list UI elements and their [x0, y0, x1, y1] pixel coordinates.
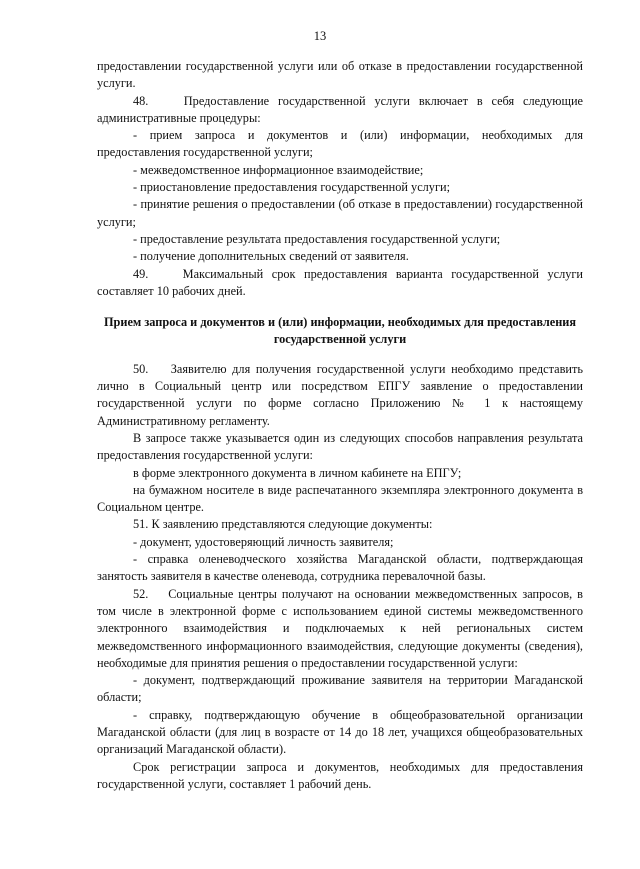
list-item: - межведомственное информационное взаимодействие;	[133, 162, 424, 177]
paragraph-51: 51. К заявлению представляются следующие документы:	[133, 517, 433, 532]
list-item: - справку, подтверждающую обучение в общеобразовательной организации Магаданской области (для лиц в возрасте от 14 до 18 лет, учащихся общеобразовательных организаций Магаданской области).	[97, 707, 583, 757]
document-body	[97, 58, 583, 793]
paragraph: Срок регистрации запроса и документов, необходимых для предоставления государственной услуги, составляет 1 рабочий день.	[97, 759, 583, 791]
list-item: - документ, удостоверяющий личность заявителя;	[133, 534, 394, 549]
section-heading: Прием запроса и документов и (или) информации, необходимых для предоставления государственной услуги	[103, 315, 577, 347]
paragraph-continuation: предоставлении государственной услуги или об отказе в предоставлении государственной услуги.	[97, 59, 583, 91]
paragraph-50: 50. Заявителю для получения государственной услуги необходимо представить лично в Социальный центр или посредством ЕПГУ заявление о предоставлении государственной услуги по форме согласно Приложению № 1 к настоящему Административному регламенту.	[97, 361, 583, 428]
list-item: - прием запроса и документов и (или) информации, необходимых для предоставления государственной услуги;	[97, 128, 583, 160]
list-item: - приостановление предоставления государственной услуги;	[133, 180, 450, 195]
list-item: - документ, подтверждающий проживание заявителя на территории Магаданской области;	[97, 673, 583, 705]
list-item: - принятие решения о предоставлении (об отказе в предоставлении) государственной услуги;	[97, 197, 583, 229]
paragraph: В запросе также указывается один из следующих способов направления результата предоставления государственной услуги:	[97, 430, 583, 463]
paragraph: в форме электронного документа в личном кабинете на ЕПГУ;	[133, 465, 462, 480]
list-item: - справка оленеводческого хозяйства Магаданской области, подтверждающая занятость заявителя в качестве оленевода, сотрудника перевалочной базы.	[97, 552, 583, 584]
paragraph-52: 52. Социальные центры получают на основании межведомственных запросов, в том числе в электронной форме с использованием единой системы межведомственного электронного взаимодействия и подключаемых к ней региональных систем межведомственного информационного взаимодействия, следующие документы (сведения), необходимые для принятия решения о предоставлении государственной услуги:	[97, 586, 583, 670]
list-item: - получение дополнительных сведений от заявителя.	[133, 249, 409, 264]
page-number: 13	[313, 29, 327, 43]
list-item: - предоставление результата предоставления государственной услуги;	[133, 231, 501, 246]
paragraph-48: 48. Предоставление государственной услуги включает в себя следующие административные процедуры:	[97, 93, 583, 125]
paragraph: на бумажном носителе в виде распечатанного экземпляра электронного документа в Социальном центре.	[97, 482, 583, 515]
paragraph-49: 49. Максимальный срок предоставления варианта государственной услуги составляет 10 рабочих дней.	[97, 266, 583, 298]
